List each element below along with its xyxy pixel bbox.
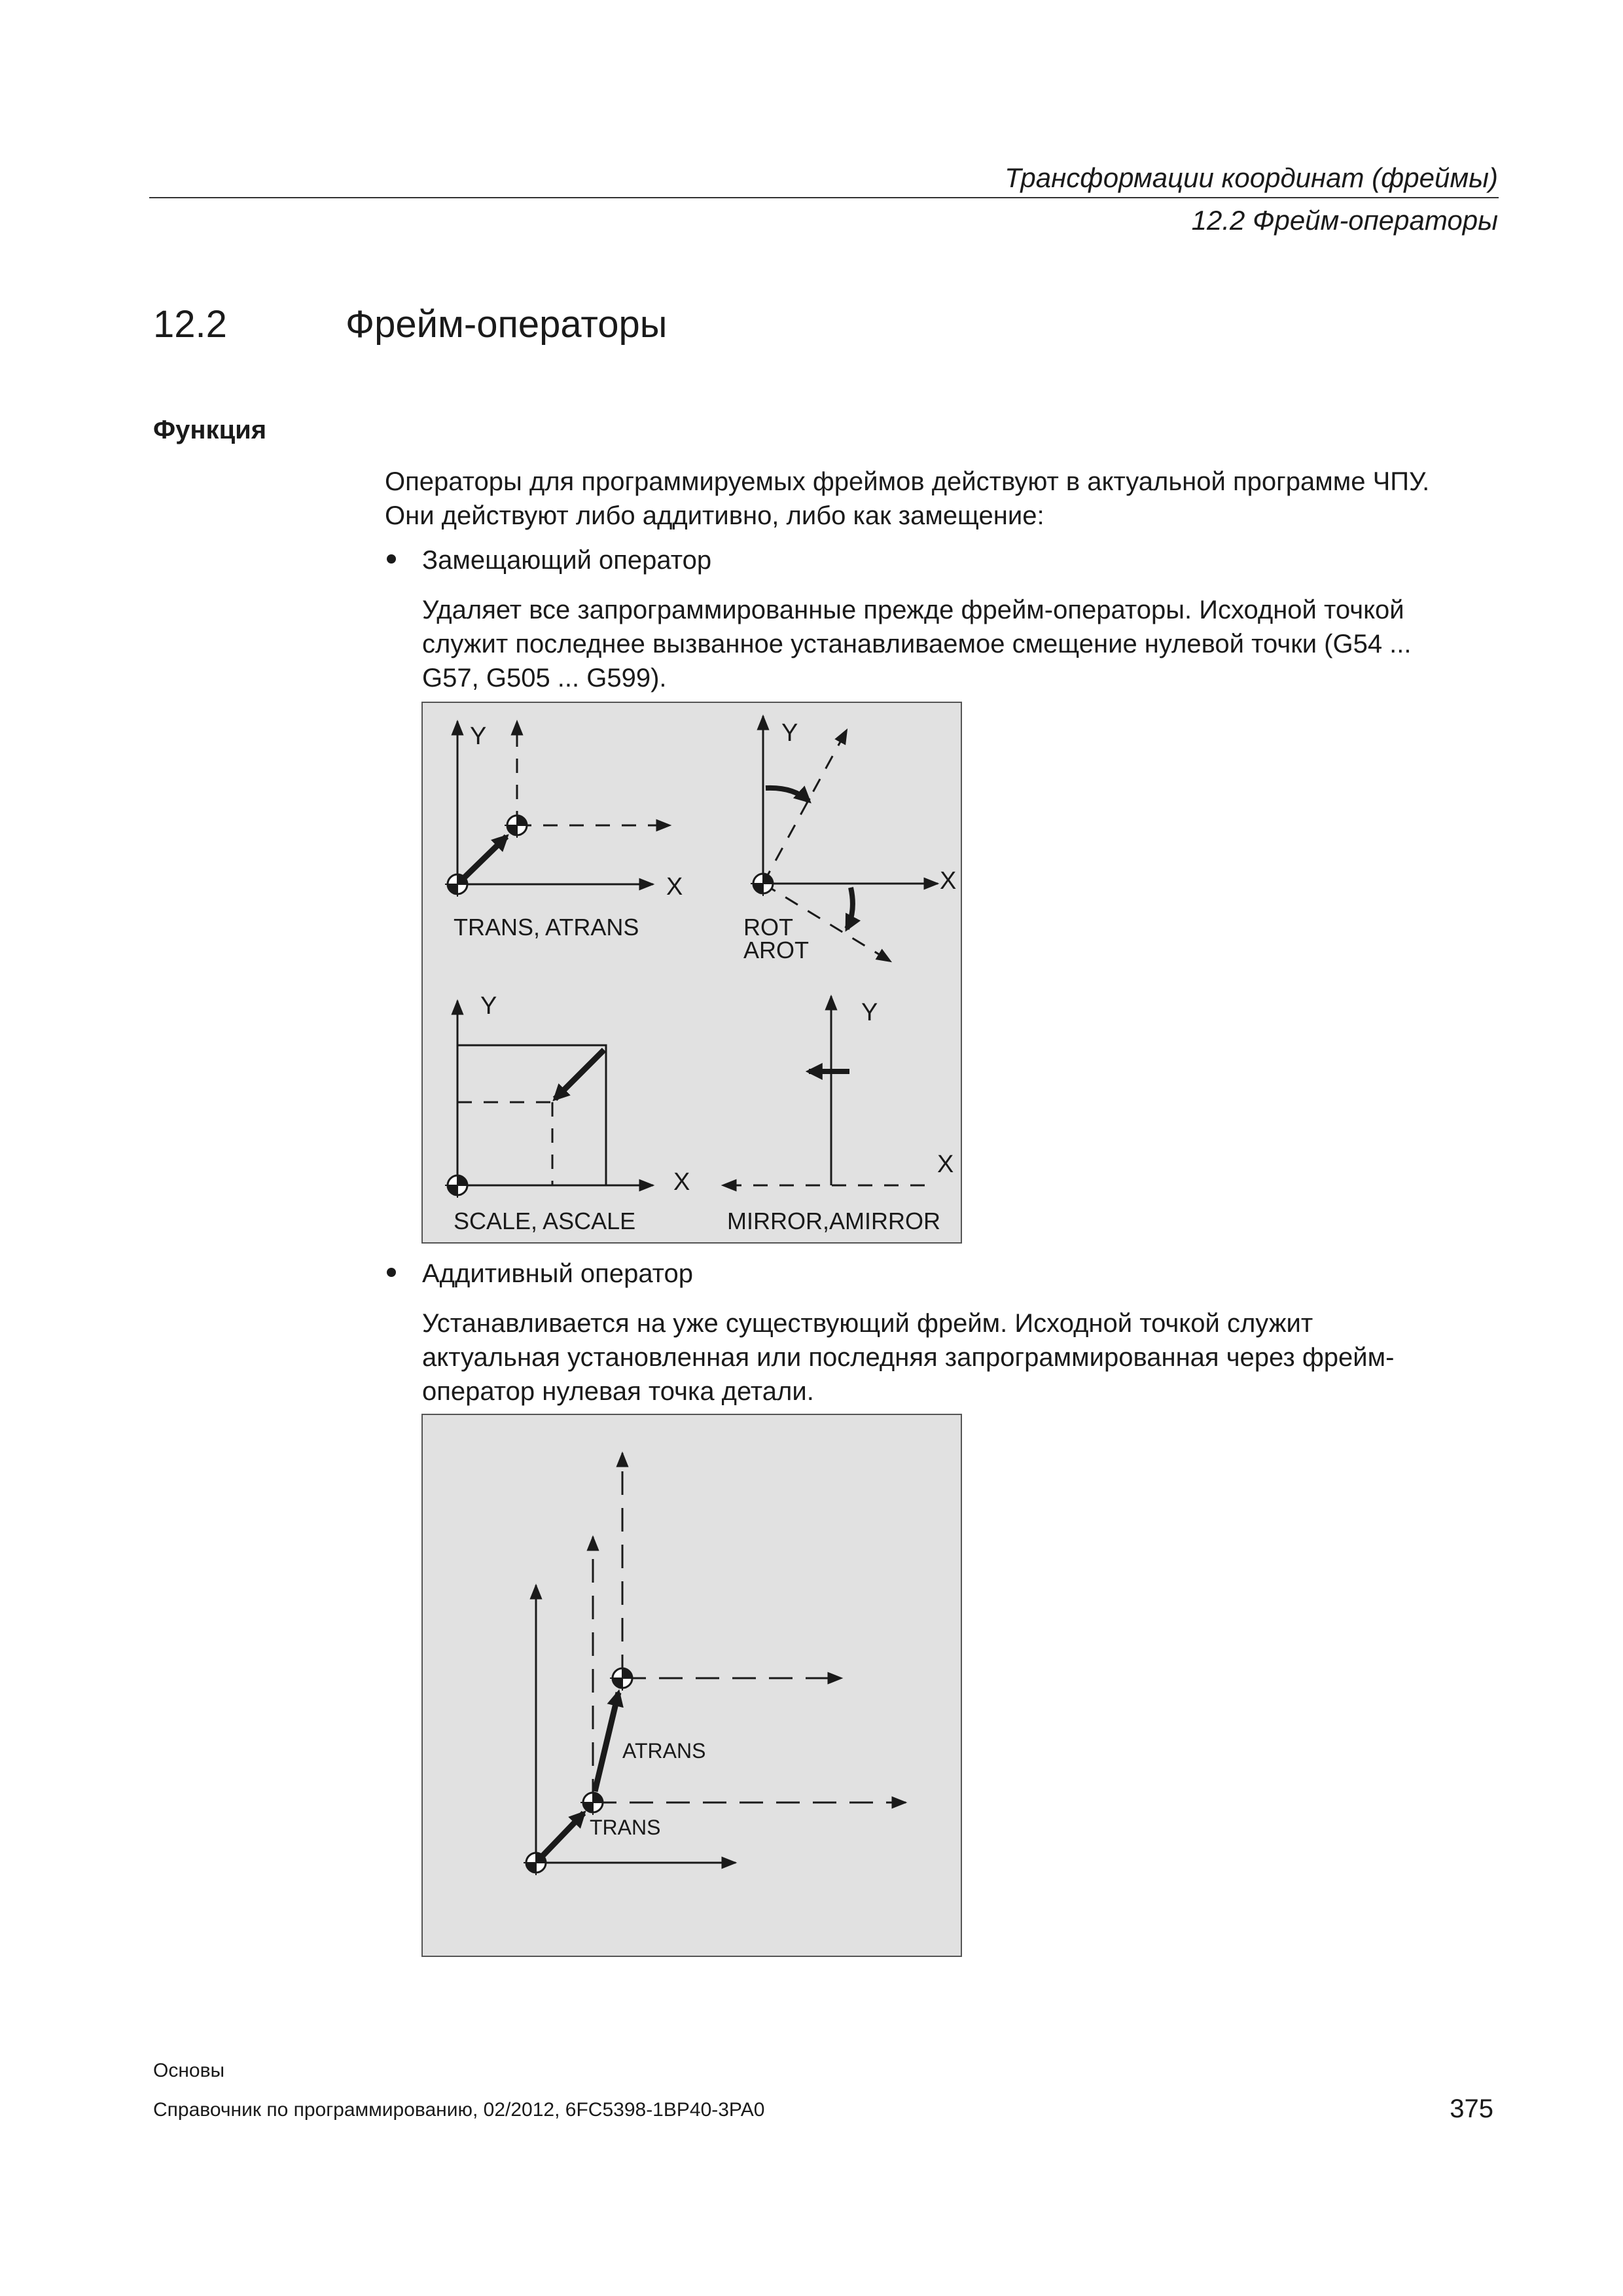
- label-scale-ascale: SCALE, ASCALE: [454, 1208, 636, 1234]
- axis-label-y: Y: [861, 999, 878, 1026]
- bullet-1-line-3: G57, G505 ... G599).: [422, 664, 667, 692]
- label-trans-atrans: TRANS, ATRANS: [454, 914, 639, 941]
- axis-label-x: X: [937, 1151, 954, 1178]
- footer-line-1: Основы: [153, 2060, 225, 2081]
- bullet-dot: [387, 1268, 396, 1277]
- section-title: Фрейм-операторы: [346, 303, 668, 346]
- intro-line-2: Они действуют либо аддитивно, либо как замещение:: [385, 501, 1044, 530]
- figure-replacing-operators: [421, 702, 962, 1244]
- running-header-chapter: Трансформации координат (фреймы): [1005, 162, 1498, 193]
- intro-line-1: Операторы для программируемых фреймов действуют в актуальной программе ЧПУ.: [385, 467, 1430, 496]
- origin-symbol: [580, 1790, 605, 1815]
- label-rot: ROT: [743, 914, 793, 941]
- bullet-dot: [387, 554, 396, 564]
- panel-mirror: [722, 996, 954, 1234]
- axis-label-y: Y: [781, 719, 798, 747]
- bullet-1-title: Замещающий оператор: [422, 546, 712, 575]
- origin-symbol: [445, 1173, 470, 1198]
- bullet-1-line-1: Удаляет все запрограммированные прежде фрейм-операторы. Исходной точкой: [422, 596, 1404, 624]
- section-number: 12.2: [153, 303, 227, 346]
- axis-label-x: X: [940, 867, 957, 895]
- label-arot: AROT: [743, 937, 810, 963]
- bullet-2-title: Аддитивный оператор: [422, 1259, 694, 1288]
- page-number: 375: [1450, 2094, 1493, 2123]
- axis-label-x: X: [673, 1168, 690, 1196]
- label-atrans: ATRANS: [622, 1739, 706, 1763]
- label-trans: TRANS: [590, 1816, 661, 1839]
- origin-symbol: [751, 871, 776, 896]
- bullet-2-line-1: Устанавливается на уже существующий фрейм. Исходной точкой служит: [422, 1309, 1313, 1338]
- running-header-section: 12.2 Фрейм-операторы: [1191, 205, 1498, 236]
- origin-symbol: [610, 1666, 635, 1691]
- axis-label-y: Y: [480, 992, 497, 1020]
- bullet-2-line-3: оператор нулевая точка детали.: [422, 1377, 814, 1406]
- bullet-1-line-2: служит последнее вызванное устанавливаемое смещение нулевой точки (G54 ...: [422, 630, 1412, 658]
- subheading-function: Функция: [153, 416, 267, 444]
- footer-line-2: Справочник по программированию, 02/2012, 6FC5398-1BP40-3PA0: [153, 2099, 765, 2121]
- header-rule: [149, 197, 1499, 198]
- panel-scale: [445, 992, 690, 1234]
- axis-label-y: Y: [470, 723, 487, 750]
- figure-additive-operators: [421, 1414, 962, 1957]
- axis-label-x: X: [666, 873, 683, 901]
- panel-rot: [743, 716, 956, 963]
- panel-trans: [445, 721, 683, 941]
- bullet-2-line-2: актуальная установленная или последняя запрограммированная через фрейм-: [422, 1343, 1395, 1372]
- label-mirror-amirror: MIRROR,AMIRROR: [727, 1208, 940, 1234]
- origin-symbol: [505, 813, 529, 838]
